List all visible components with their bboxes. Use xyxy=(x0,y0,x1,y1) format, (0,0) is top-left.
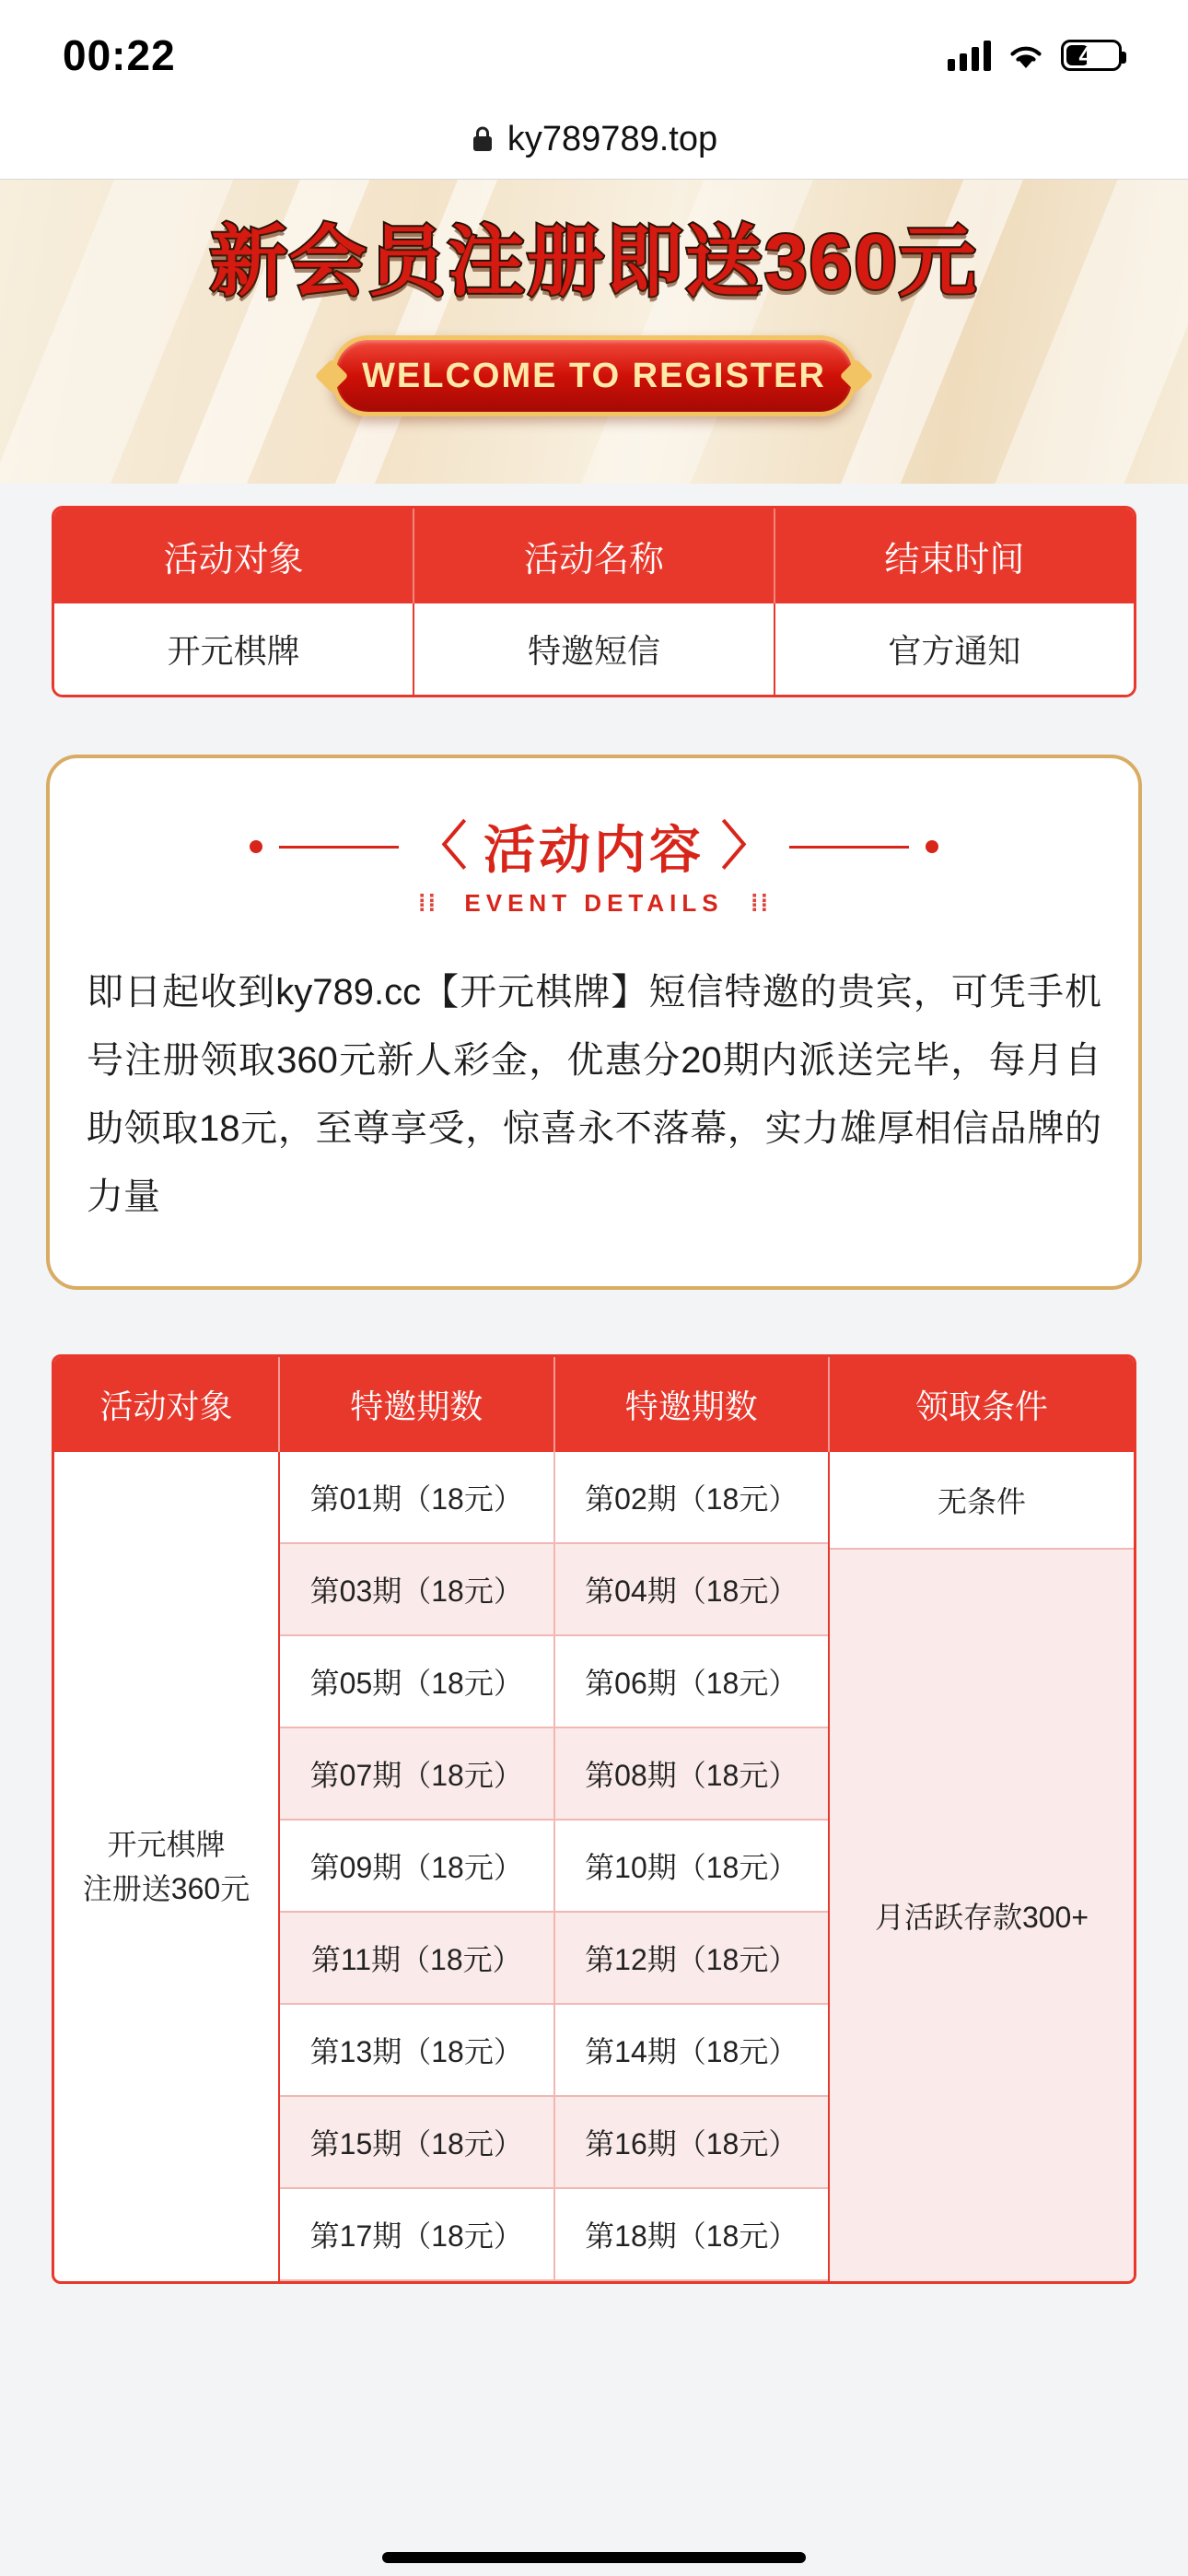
table-row xyxy=(280,1821,828,1913)
heading-bracket-left-icon: 〈 xyxy=(415,817,467,875)
schedule-period-cell: 第04期（18元） xyxy=(555,1544,829,1636)
schedule-period-cell: 第01期（18元） xyxy=(280,1452,555,1544)
schedule-condition-rest: 月活跃存款300+ xyxy=(830,1550,1134,2281)
event-details-title: 活动内容 xyxy=(483,821,705,879)
schedule-period-cell: 第02期（18元） xyxy=(555,1452,829,1544)
url-text[interactable]: ky789789.top xyxy=(507,119,718,158)
schedule-condition-column xyxy=(828,1452,1134,2281)
info-cell-object: 开元棋牌 xyxy=(54,603,414,695)
info-table xyxy=(52,506,1136,697)
schedule-period-cell: 第11期（18元） xyxy=(280,1913,555,2005)
status-bar xyxy=(0,0,1188,100)
lock-icon xyxy=(471,124,495,154)
schedule-period-cell: 第07期（18元） xyxy=(280,1728,555,1821)
battery-icon xyxy=(1061,40,1122,71)
table-row xyxy=(280,2005,828,2097)
schedule-period-cell: 第17期（18元） xyxy=(280,2189,555,2281)
page-content xyxy=(0,180,1188,2576)
info-table-header-row xyxy=(54,509,1134,603)
wifi-icon xyxy=(1006,40,1046,71)
schedule-period-cell: 第15期（18元） xyxy=(280,2097,555,2189)
schedule-object-cell xyxy=(54,1452,280,2281)
welcome-badge-label: WELCOME TO REGISTER xyxy=(362,356,826,395)
table-row xyxy=(280,1452,828,1544)
schedule-period-cell: 第03期（18元） xyxy=(280,1544,555,1636)
schedule-period-cell: 第14期（18元） xyxy=(555,2005,829,2097)
table-row xyxy=(280,1728,828,1821)
heading-line-left xyxy=(279,846,399,849)
hero-banner xyxy=(0,180,1188,484)
schedule-table xyxy=(52,1354,1136,2284)
heading-dot-left-icon xyxy=(250,840,262,853)
event-details-card xyxy=(46,755,1142,1290)
info-table-row xyxy=(54,603,1134,695)
heading-dot-right-icon xyxy=(926,840,938,853)
heading-tick-left-icon: ⁞⁞ xyxy=(417,889,438,917)
cellular-signal-icon xyxy=(948,40,991,71)
info-cell-endtime: 官方通知 xyxy=(888,632,1021,670)
schedule-periods-column xyxy=(280,1452,828,2281)
hero-title: 新会员注册即送360元 xyxy=(209,218,979,305)
schedule-period-cell: 第06期（18元） xyxy=(555,1636,829,1728)
schedule-header-condition: 领取条件 xyxy=(914,1388,1048,1425)
schedule-period-cell: 第05期（18元） xyxy=(280,1636,555,1728)
welcome-badge xyxy=(332,335,856,416)
schedule-header-periods-1: 特邀期数 xyxy=(280,1357,555,1452)
schedule-body xyxy=(54,1452,1134,2281)
home-indicator xyxy=(382,2552,806,2563)
status-indicators xyxy=(948,29,1122,71)
schedule-period-cell: 第10期（18元） xyxy=(555,1821,829,1913)
status-time: 00:22 xyxy=(63,31,176,79)
schedule-object-line1: 开元棋牌 xyxy=(107,1828,226,1861)
table-row xyxy=(280,2097,828,2189)
event-details-heading xyxy=(87,810,1101,884)
schedule-header-row xyxy=(54,1357,1134,1452)
schedule-period-cell: 第09期（18元） xyxy=(280,1821,555,1913)
heading-bracket-right-icon: 〉 xyxy=(721,817,773,875)
table-row xyxy=(280,1913,828,2005)
heading-tick-right-icon: ⁞⁞ xyxy=(750,889,771,917)
info-header-object: 活动对象 xyxy=(54,509,414,603)
schedule-header-object: 活动对象 xyxy=(54,1357,280,1452)
table-row xyxy=(280,2189,828,2281)
heading-line-right xyxy=(789,846,909,849)
table-row xyxy=(280,1544,828,1636)
battery-level: 44 xyxy=(1078,41,1104,69)
schedule-header-periods-2: 特邀期数 xyxy=(555,1357,831,1452)
schedule-period-cell: 第13期（18元） xyxy=(280,2005,555,2097)
event-details-subtitle-row xyxy=(87,889,1101,918)
schedule-period-cell: 第16期（18元） xyxy=(555,2097,829,2189)
schedule-period-cell: 第18期（18元） xyxy=(555,2189,829,2281)
schedule-condition-first: 无条件 xyxy=(830,1452,1134,1550)
schedule-period-cell: 第08期（18元） xyxy=(555,1728,829,1821)
info-header-name: 活动名称 xyxy=(414,509,775,603)
info-cell-name: 特邀短信 xyxy=(414,603,775,695)
event-details-body: 即日起收到ky789.cc【开元棋牌】短信特邀的贵宾，可凭手机号注册领取360元新人彩金，优惠分20期内派送完毕，每月自助领取18元，至尊享受，惊喜永不落幕，实力雄厚相信品牌的力量 xyxy=(87,972,1101,1217)
browser-url-bar[interactable] xyxy=(0,100,1188,180)
schedule-object-line2: 注册送360元 xyxy=(82,1872,250,1905)
info-header-endtime: 结束时间 xyxy=(884,541,1025,580)
schedule-period-cell: 第12期（18元） xyxy=(555,1913,829,2005)
event-details-subtitle: EVENT DETAILS xyxy=(464,889,724,917)
table-row xyxy=(280,1636,828,1728)
